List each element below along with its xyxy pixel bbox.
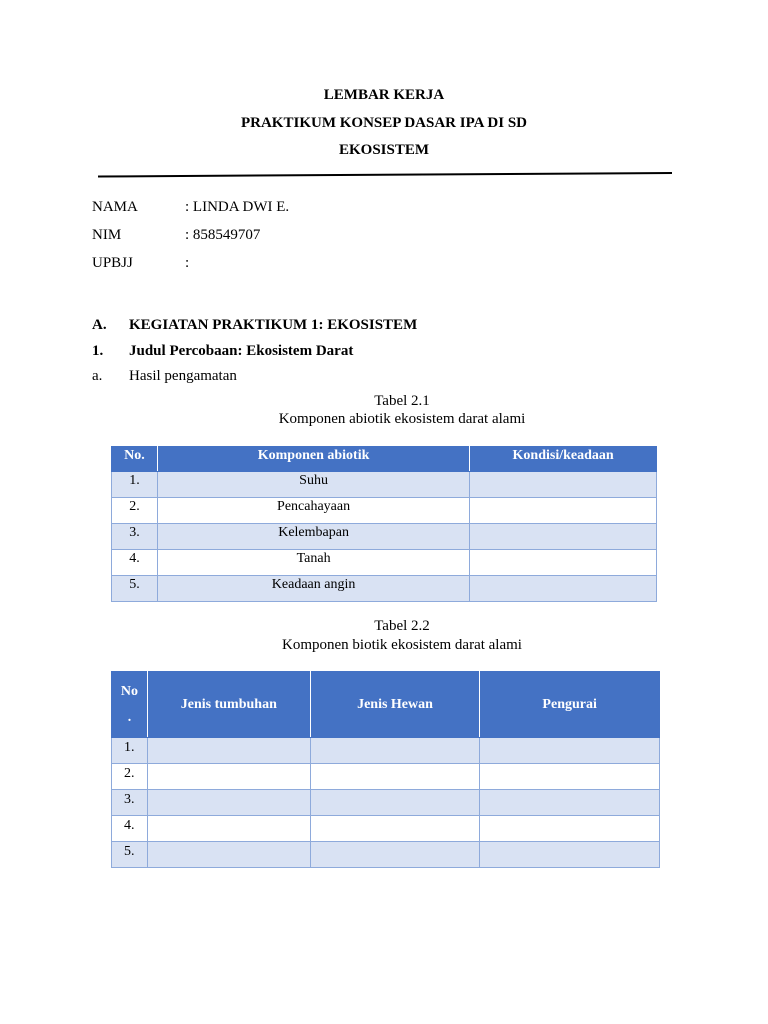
upbjj-label: UPBJJ — [92, 255, 133, 271]
upbjj-value: : — [185, 255, 190, 271]
nim-label: NIM — [92, 227, 122, 243]
table-header-row — [112, 447, 657, 472]
experiment-text: Judul Percobaan: Ekosistem Darat — [129, 343, 354, 359]
condition-cell[interactable] — [470, 498, 657, 524]
table2-number: Tabel 2.2 — [374, 618, 430, 634]
table-row — [112, 576, 657, 602]
nim-value: : 858549707 — [185, 227, 261, 243]
row-number: 1. — [112, 472, 158, 498]
abiotic-component-cell: Pencahayaan — [157, 498, 469, 524]
row-number: 4. — [112, 550, 158, 576]
table-header-row — [112, 672, 660, 738]
header-animal-type: Jenis Hewan — [310, 672, 480, 738]
experiment-number: 1. — [92, 343, 104, 359]
header-no-top: No — [120, 683, 139, 699]
condition-cell[interactable] — [470, 472, 657, 498]
table2-title: Komponen biotik ekosistem darat alami — [282, 637, 522, 653]
section-a-text: KEGIATAN PRAKTIKUM 1: EKOSISTEM — [129, 317, 418, 333]
table-row — [112, 842, 660, 868]
row-number: 5. — [112, 842, 148, 868]
row-number: 1. — [112, 738, 148, 764]
header-no: No. — [112, 447, 158, 472]
doc-title: LEMBAR KERJA — [323, 87, 445, 103]
table-row — [112, 498, 657, 524]
doc-topic: EKOSISTEM — [338, 142, 430, 158]
header-decomposer: Pengurai — [480, 672, 660, 738]
animal-cell[interactable] — [310, 764, 480, 790]
decomposer-cell[interactable] — [480, 738, 660, 764]
condition-cell[interactable] — [470, 576, 657, 602]
row-number: 5. — [112, 576, 158, 602]
table1-number: Tabel 2.1 — [374, 393, 430, 409]
condition-cell[interactable] — [470, 524, 657, 550]
abiotic-component-cell: Kelembapan — [157, 524, 469, 550]
decomposer-cell[interactable] — [480, 790, 660, 816]
row-number: 2. — [112, 498, 158, 524]
plant-cell[interactable] — [147, 738, 310, 764]
doc-subtitle: PRAKTIKUM KONSEP DASAR IPA DI SD — [240, 115, 527, 131]
header-no — [112, 672, 148, 738]
header-abiotic-component: Komponen abiotik — [157, 447, 469, 472]
row-number: 4. — [112, 816, 148, 842]
abiotic-component-cell: Keadaan angin — [157, 576, 469, 602]
header-plant-type: Jenis tumbuhan — [147, 672, 310, 738]
animal-cell[interactable] — [310, 738, 480, 764]
animal-cell[interactable] — [310, 842, 480, 868]
header-no-bottom: . — [127, 709, 132, 725]
biotic-table — [111, 671, 660, 868]
table-row — [112, 550, 657, 576]
decomposer-cell[interactable] — [480, 816, 660, 842]
abiotic-table — [111, 446, 657, 602]
results-text: Hasil pengamatan — [129, 368, 237, 384]
results-letter: a. — [92, 368, 103, 384]
decomposer-cell[interactable] — [480, 842, 660, 868]
row-number: 2. — [112, 764, 148, 790]
plant-cell[interactable] — [147, 816, 310, 842]
animal-cell[interactable] — [310, 790, 480, 816]
table-row — [112, 524, 657, 550]
table-row — [112, 764, 660, 790]
plant-cell[interactable] — [147, 842, 310, 868]
abiotic-component-cell: Tanah — [157, 550, 469, 576]
section-a-number: A. — [92, 317, 107, 333]
table-row — [112, 790, 660, 816]
table-row — [112, 816, 660, 842]
name-value: : LINDA DWI E. — [185, 199, 290, 215]
table-row — [112, 738, 660, 764]
plant-cell[interactable] — [147, 790, 310, 816]
plant-cell[interactable] — [147, 764, 310, 790]
name-label: NAMA — [92, 199, 138, 215]
table1-title: Komponen abiotik ekosistem darat alami — [278, 411, 526, 427]
table-row — [112, 472, 657, 498]
title-divider — [98, 168, 672, 178]
condition-cell[interactable] — [470, 550, 657, 576]
animal-cell[interactable] — [310, 816, 480, 842]
row-number: 3. — [112, 524, 158, 550]
abiotic-component-cell: Suhu — [157, 472, 469, 498]
row-number: 3. — [112, 790, 148, 816]
header-condition: Kondisi/keadaan — [470, 447, 657, 472]
decomposer-cell[interactable] — [480, 764, 660, 790]
